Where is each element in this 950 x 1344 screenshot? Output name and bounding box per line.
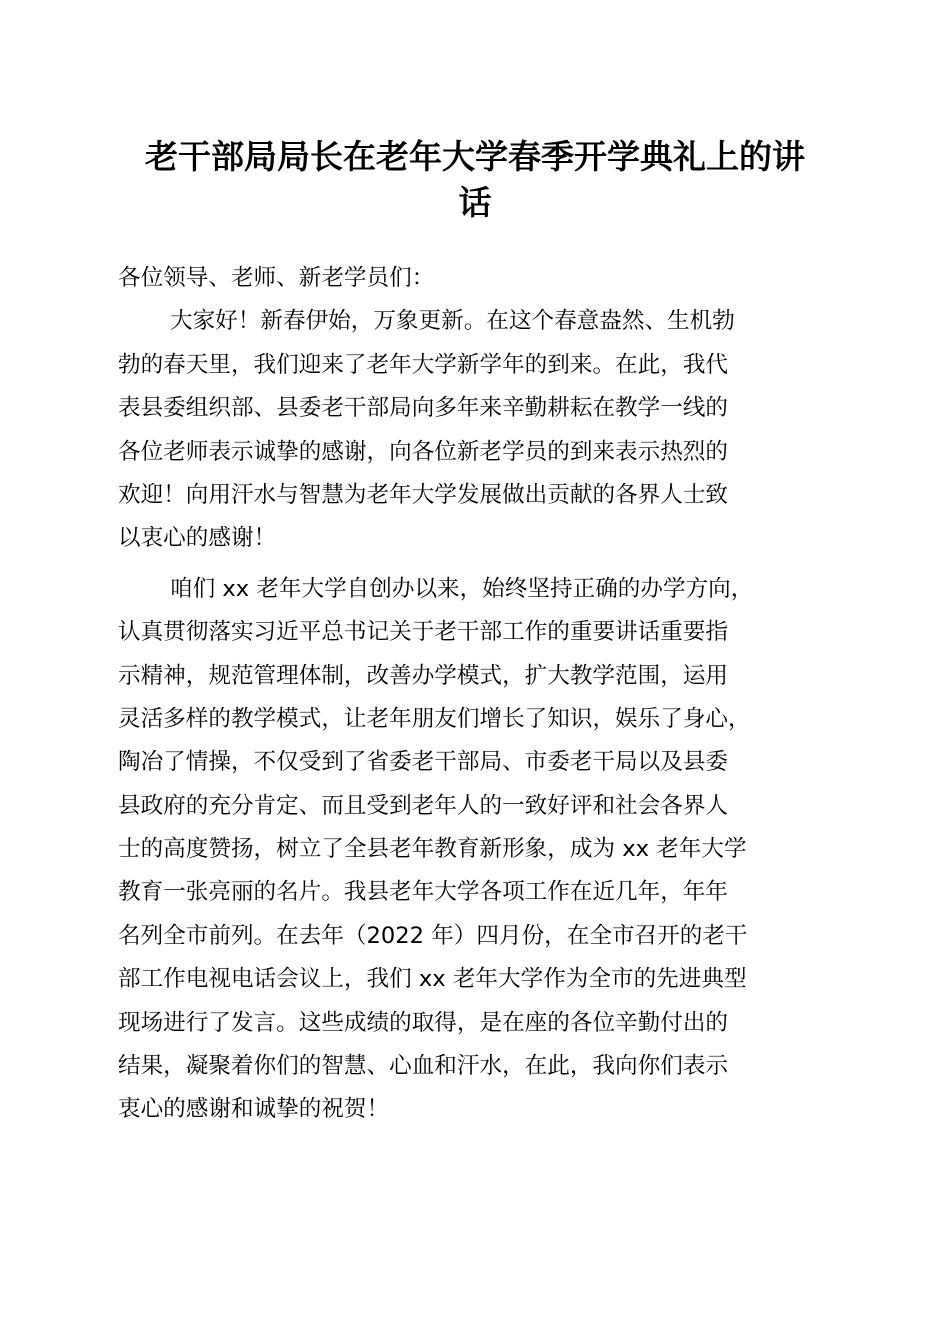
paragraph-line: 欢迎！向用汗水与智慧为老年大学发展做出贡献的各界人士致 <box>118 481 729 508</box>
title-line: 话 <box>458 183 492 222</box>
paragraph-line: 现场进行了发言。这些成绩的取得，是在座的各位辛勤付出的 <box>118 1009 729 1036</box>
paragraph-line: 县政府的充分肯定、而且受到老年人的一致好评和社会各界人 <box>118 792 729 819</box>
paragraph-line: 勃的春天里，我们迎来了老年大学新学年的到来。在此，我代 <box>118 351 729 378</box>
paragraph-line: 各位老师表示诚挚的感谢，向各位新老学员的到来表示热烈的 <box>118 438 729 465</box>
paragraph-line: 表县委组织部、县委老干部局向多年来辛勤耕耘在教学一线的 <box>118 395 729 422</box>
paragraph-line: 认真贯彻落实习近平总书记关于老干部工作的重要讲话重要指 <box>118 619 729 646</box>
title-line: 老干部局局长在老年大学春季开学典礼上的讲 <box>145 137 805 176</box>
paragraph-line: 陶冶了情操，不仅受到了省委老干部局、市委老干局以及县委 <box>118 749 729 776</box>
paragraph-line: 结果，凝聚着你们的智慧、心血和汗水，在此，我向你们表示 <box>118 1053 729 1080</box>
paragraph-line: 以衷心的感谢！ <box>118 525 277 552</box>
paragraph-line: 士的高度赞扬，树立了全县老年教育新形象，成为 xx 老年大学 <box>118 836 747 863</box>
paragraph-line: 示精神，规范管理体制，改善办学模式，扩大教学范围，运用 <box>118 662 729 689</box>
paragraph-line: 衷心的感谢和诚挚的祝贺！ <box>118 1096 390 1123</box>
paragraph-line: 灵活多样的教学模式，让老年朋友们增长了知识，娱乐了身心， <box>118 705 751 732</box>
document-body <box>118 257 830 1132</box>
paragraph-line: 大家好！新春伊始，万象更新。在这个春意盎然、生机勃 <box>170 308 735 335</box>
document-title <box>118 134 832 226</box>
salutation: 各位领导、老师、新老学员们： <box>118 265 435 291</box>
paragraph-2 <box>118 568 830 1132</box>
paragraph-line: 教育一张亮丽的名片。我县老年大学各项工作在近几年，年年 <box>118 879 729 906</box>
paragraph-line: 名列全市前列。在去年（2022 年）四月份，在全市召开的老干 <box>118 922 748 949</box>
paragraph-1 <box>118 300 830 560</box>
paragraph-line: 部工作电视电话会议上，我们 xx 老年大学作为全市的先进典型 <box>118 966 747 993</box>
paragraph-line: 咱们 xx 老年大学自创办以来，始终坚持正确的办学方向， <box>170 575 754 602</box>
paragraph-spacer <box>118 561 830 568</box>
